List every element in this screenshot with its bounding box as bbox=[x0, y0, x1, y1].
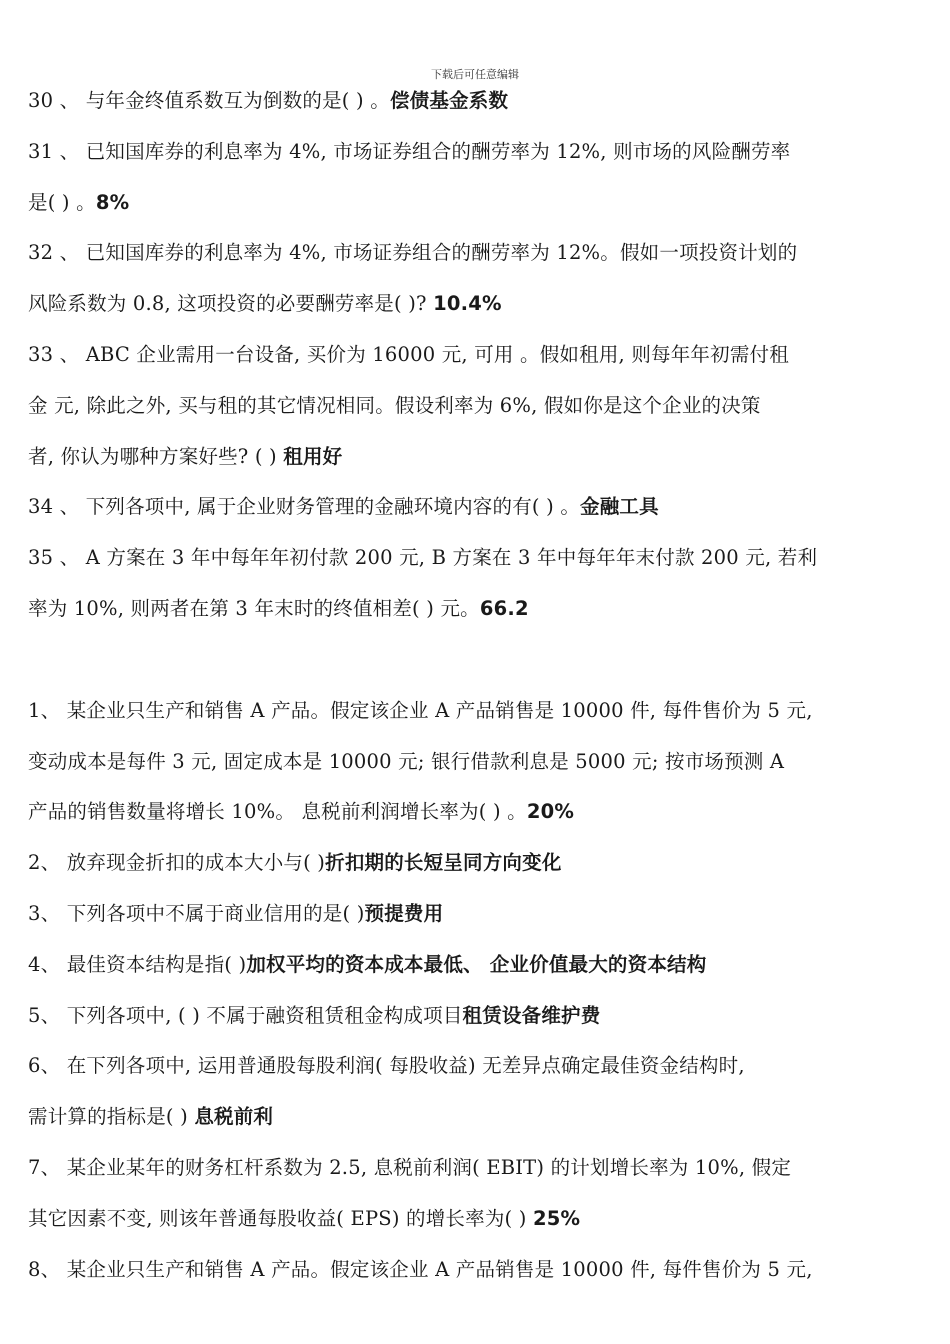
text-line bbox=[28, 127, 918, 178]
text-line bbox=[28, 330, 918, 381]
question-text: 32 、 已知国库券的利息率为 4%, 市场证券组合的酬劳率为 12%。假如一项投资计划的 bbox=[28, 241, 798, 265]
text-line bbox=[28, 1143, 918, 1194]
question-text: 7、 某企业某年的财务杠杆系数为 2.5, 息税前利润( EBIT) 的计划增长率为 10%, 假定 bbox=[28, 1155, 792, 1179]
question-text: 需计算的指标是( ) bbox=[28, 1105, 195, 1129]
question-text: 4、 最佳资本结构是指( ) bbox=[28, 952, 247, 976]
answer-text: 预提费用 bbox=[364, 901, 444, 925]
question-text: 2、 放弃现金折扣的成本大小与( ) bbox=[28, 851, 326, 875]
question-text: 风险系数为 0.8, 这项投资的必要酬劳率是( )? bbox=[28, 292, 434, 316]
answer-text: 息税前利 bbox=[194, 1105, 274, 1129]
answer-text: 20% bbox=[526, 800, 575, 824]
text-line bbox=[28, 178, 918, 229]
text-line bbox=[28, 787, 918, 838]
question-text: 30 、 与年金终值系数互为倒数的是( ) 。 bbox=[28, 89, 390, 112]
question-text: 1、 某企业只生产和销售 A 产品。假定该企业 A 产品销售是 10000 件, 每件售价为 5 元, bbox=[28, 698, 813, 722]
text-line bbox=[28, 686, 918, 737]
question-text: 率为 10%, 则两者在第 3 年末时的终值相差( ) 元。 bbox=[28, 596, 480, 620]
answer-text: 金融工具 bbox=[580, 495, 659, 519]
text-line bbox=[28, 279, 918, 330]
answer-text: 66.2 bbox=[479, 596, 529, 620]
text-line bbox=[28, 1092, 918, 1143]
text-line bbox=[28, 940, 918, 991]
question-text: 变动成本是每件 3 元, 固定成本是 10000 元; 银行借款利息是 5000 元; 按市场预测 A bbox=[28, 749, 785, 773]
text-line bbox=[28, 838, 918, 889]
text-line bbox=[28, 533, 918, 584]
question-text: 8、 某企业只生产和销售 A 产品。假定该企业 A 产品销售是 10000 件, 每件售价为 5 元, bbox=[28, 1257, 813, 1281]
question-text: 产品的销售数量将增长 10%。 息税前利润增长率为( ) 。 bbox=[28, 800, 527, 824]
answer-text: 租用好 bbox=[283, 444, 343, 468]
question-text: 35 、 A 方案在 3 年中每年年初付款 200 元, B 方案在 3 年中每年年末付款 200 元, 若利 bbox=[28, 546, 818, 570]
answer-text: 折扣期的长短呈同方向变化 bbox=[325, 851, 562, 875]
answer-text: 偿债基金系数 bbox=[389, 89, 509, 112]
question-text: 金 元, 除此之外, 买与租的其它情况相同。假设利率为 6%, 假如你是这个企业的决策 bbox=[28, 393, 761, 417]
question-text: 33 、 ABC 企业需用一台设备, 买价为 16000 元, 可用 。假如租用, 则每年年初需付租 bbox=[28, 342, 789, 366]
text-line bbox=[28, 584, 918, 635]
answer-text: 25% bbox=[532, 1206, 581, 1230]
text-line bbox=[28, 1194, 918, 1245]
blank-line bbox=[28, 635, 918, 686]
page-header: 下载后可任意编辑 bbox=[431, 68, 519, 81]
text-line bbox=[28, 737, 918, 788]
text-line bbox=[28, 889, 918, 940]
text-line bbox=[28, 991, 918, 1042]
text-line bbox=[28, 228, 918, 279]
answer-text: 租赁设备维护费 bbox=[462, 1003, 601, 1027]
document-body bbox=[28, 76, 918, 1295]
text-line bbox=[28, 482, 918, 533]
text-line bbox=[28, 76, 918, 127]
question-text: 34 、 下列各项中, 属于企业财务管理的金融环境内容的有( ) 。 bbox=[28, 495, 581, 519]
text-line bbox=[28, 1245, 918, 1296]
question-text: 其它因素不变, 则该年普通每股收益( EPS) 的增长率为( ) bbox=[28, 1206, 533, 1230]
question-text: 6、 在下列各项中, 运用普通股每股利润( 每股收益) 无差异点确定最佳资金结构时, bbox=[28, 1054, 745, 1078]
text-line bbox=[28, 432, 918, 483]
question-text: 31 、 已知国库券的利息率为 4%, 市场证券组合的酬劳率为 12%, 则市场的风险酬劳率 bbox=[28, 139, 791, 163]
question-text: 是( ) 。 bbox=[28, 190, 96, 214]
answer-text: 8% bbox=[95, 190, 130, 214]
question-text: 者, 你认为哪种方案好些? ( ) bbox=[28, 444, 284, 468]
answer-text: 加权平均的资本成本最低、 企业价值最大的资本结构 bbox=[246, 952, 707, 976]
question-text: 3、 下列各项中不属于商业信用的是( ) bbox=[28, 901, 365, 925]
question-text: 5、 下列各项中, ( ) 不属于融资租赁租金构成项目 bbox=[28, 1003, 463, 1027]
text-line bbox=[28, 1041, 918, 1092]
answer-text: 10.4% bbox=[433, 292, 502, 316]
text-line bbox=[28, 381, 918, 432]
